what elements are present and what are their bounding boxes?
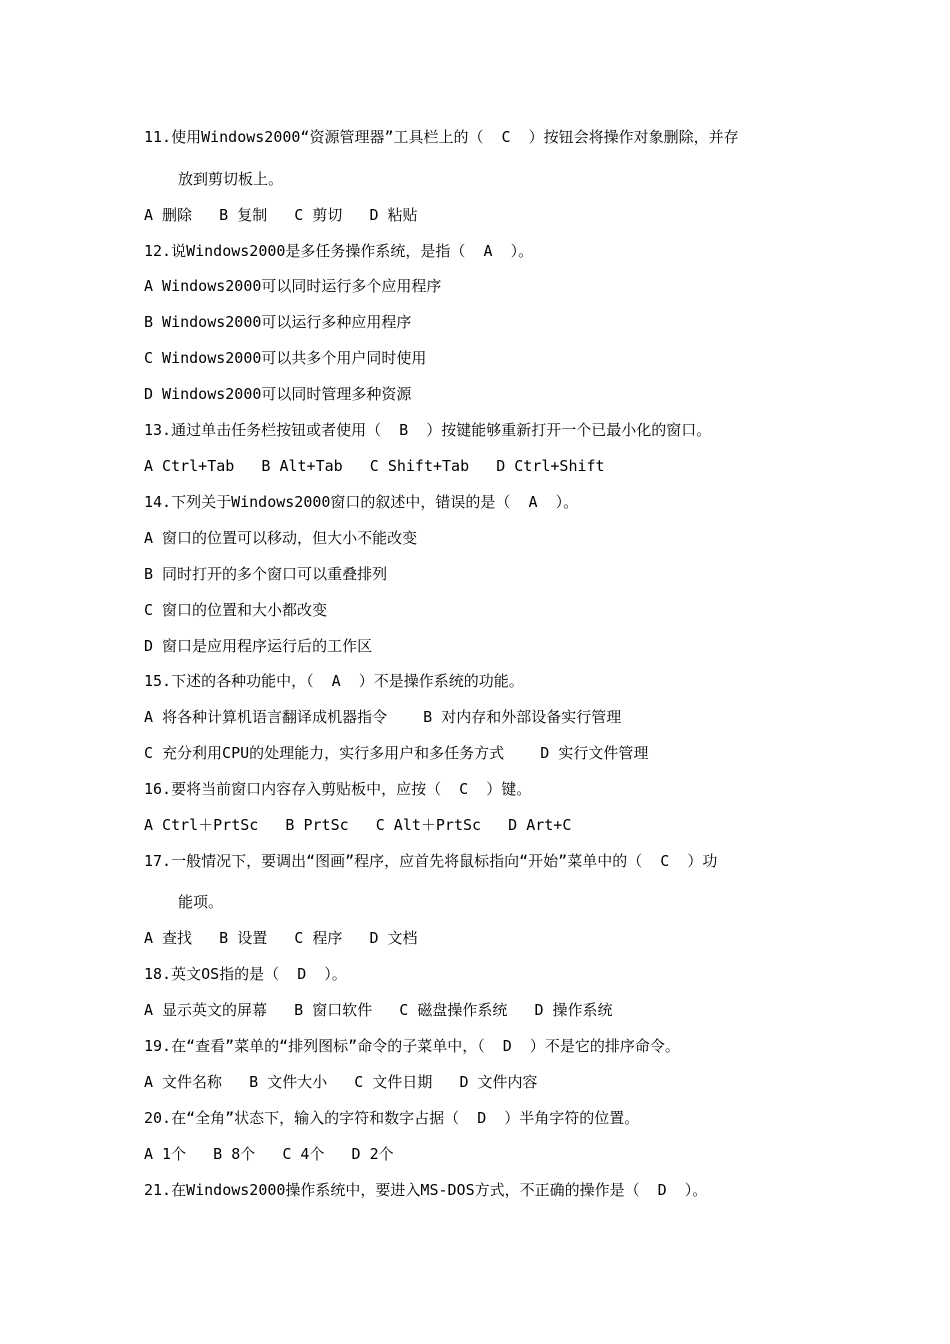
question-20-stem: 20.在“全角”状态下，输入的字符和数字占据（ D ）半角字符的位置。: [144, 1109, 640, 1127]
question-15-options-cd: C 充分利用CPU的处理能力，实行多用户和多任务方式 D 实行文件管理: [144, 744, 649, 762]
question-16-options: A Ctrl＋PrtSc B PrtSc C Alt＋PrtSc D Art+C: [144, 816, 572, 834]
question-11-options: A 删除 B 复制 C 剪切 D 粘贴: [144, 206, 418, 224]
question-14-option-a: A 窗口的位置可以移动，但大小不能改变: [144, 529, 418, 547]
question-20-options: A 1个 B 8个 C 4个 D 2个: [144, 1145, 394, 1163]
question-19-options: A 文件名称 B 文件大小 C 文件日期 D 文件内容: [144, 1073, 538, 1091]
question-12-option-c: C Windows2000可以共多个用户同时使用: [144, 349, 427, 367]
question-14-option-c: C 窗口的位置和大小都改变: [144, 601, 328, 619]
question-12-stem: 12.说Windows2000是多任务操作系统，是指（ A ）。: [144, 242, 534, 260]
question-18-options: A 显示英文的屏幕 B 窗口软件 C 磁盘操作系统 D 操作系统: [144, 1001, 613, 1019]
question-15-options-ab: A 将各种计算机语言翻译成机器指令 B 对内存和外部设备实行管理: [144, 708, 622, 726]
question-12-option-b: B Windows2000可以运行多种应用程序: [144, 313, 412, 331]
question-15-stem: 15.下述的各种功能中，（ A ）不是操作系统的功能。: [144, 672, 524, 690]
question-13-stem: 13.通过单击任务栏按钮或者使用（ B ）按键能够重新打开一个已最小化的窗口。: [144, 421, 712, 439]
question-12-option-d: D Windows2000可以同时管理多种资源: [144, 385, 412, 403]
question-11-stem: 11.使用Windows2000“资源管理器”工具栏上的（ C ）按钮会将操作对象删除，并存: [144, 128, 739, 146]
question-14-stem: 14.下列关于Windows2000窗口的叙述中，错误的是（ A ）。: [144, 493, 579, 511]
question-17-stem: 17.一般情况下，要调出“图画”程序，应首先将鼠标指向“开始”菜单中的（ C ）功: [144, 852, 718, 870]
question-14-option-d: D 窗口是应用程序运行后的工作区: [144, 637, 373, 655]
question-12-option-a: A Windows2000可以同时运行多个应用程序: [144, 277, 442, 295]
question-14-option-b: B 同时打开的多个窗口可以重叠排列: [144, 565, 388, 583]
question-17-options: A 查找 B 设置 C 程序 D 文档: [144, 929, 418, 947]
question-16-stem: 16.要将当前窗口内容存入剪贴板中，应按（ C ）键。: [144, 780, 532, 798]
question-18-stem: 18.英文OS指的是（ D ）。: [144, 965, 347, 983]
question-21-stem: 21.在Windows2000操作系统中，要进入MS-DOS方式，不正确的操作是（ D ）。: [144, 1181, 708, 1199]
question-17-stem-continued: 能项。: [178, 893, 224, 911]
question-13-options: A Ctrl+Tab B Alt+Tab C Shift+Tab D Ctrl+Shift: [144, 457, 605, 475]
question-19-stem: 19.在“查看”菜单的“排列图标”命令的子菜单中，（ D ）不是它的排序命令。: [144, 1037, 680, 1055]
question-11-stem-continued: 放到剪切板上。: [178, 170, 284, 188]
